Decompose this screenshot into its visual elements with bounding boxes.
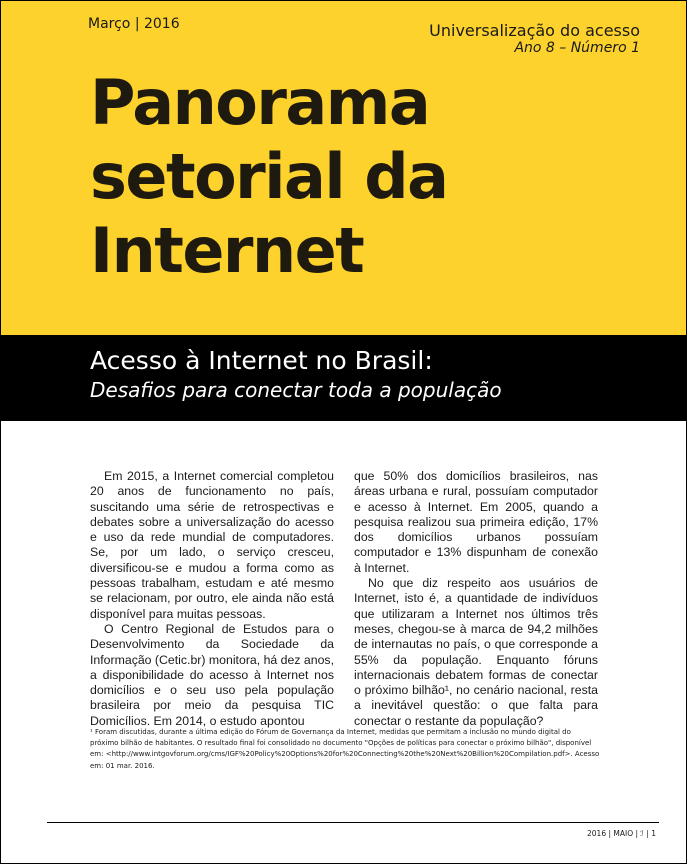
body-paragraph: que 50% dos domicílios brasileiros, nas áreas urbana e rural, possuíam computador e acesso à Internet. Em 2005, quando a pesquisa realizou sua primeira edição, 17% dos domicílios urbanos possuíam computador e 13% dispunham de conexão à Internet. [354,469,598,575]
issue-number: Ano 8 – Número 1 [514,40,640,56]
footnote: ¹ Foram discutidas, durante a última edição do Fórum de Governança da Internet, medidas que permitam a inclusão no mundo digital do próximo bilhão de habitantes. O resultado final foi consolidado no documento "Opções de políticas para conectar o próximo bilhão", disponível em: <http://www.intgovforum.org/cms/IGF%20Policy%20Options%20for%20Connecting%20the%20Next%20Billion%20Compilation.pdf>. Acesso em: 01 mar. 2016. [90,728,600,770]
body-column-left [90,469,334,729]
title-line-1: Panorama [90,66,430,139]
title-line-3: Internet [90,214,364,287]
series-title: Universalização do acesso [429,21,640,40]
body-paragraph: No que diz respeito aos usuários de Internet, isto é, a quantidade de indivíduos que utilizaram a Internet nos últimos três meses, chegou-se à marca de 94,2 milhões de internautas no país, o que corresponde a 55% da população. Enquanto fóruns internacionais debatem formas de conectar o próximo bilhão¹, no cenário nacional, resta a inevitável questão: o que falta para conectar o restante da população? [354,576,598,728]
page-title [90,66,447,288]
subtitle-heading: Acesso à Internet no Brasil: [90,346,433,375]
body-paragraph: O Centro Regional de Estudos para o Desenvolvimento da Sociedade da Informação (Cetic.br) monitora, há dez anos, a disponibilidade do acesso à Internet nos domicílios e o seu uso pela população brasileira por meio da pesquisa TIC Domicílios. Em 2014, o estudo apontou [90,621,334,728]
footer-divider [47,822,659,823]
publication-date: Março | 2016 [88,16,180,32]
body-paragraph: Em 2015, a Internet comercial completou 20 anos de funcionamento no país, suscitando uma série de retrospectivas e debates sobre a universalização do acesso e uso da rede mundial de computadores. Se, por um lado, o serviço cresceu, diversificou-se e mudou a forma como as pessoas trabalham, estudam e até mesmo se relacionam, por outro, ele ainda não está disponível para muitas pessoas. [90,469,334,621]
title-line-2: setorial da [90,140,448,213]
subtitle-tagline: Desafios para conectar toda a população [90,378,502,402]
body-column-right [354,469,598,729]
page-footer: 2016 | MAIO | ℐ | 1 [587,829,656,838]
